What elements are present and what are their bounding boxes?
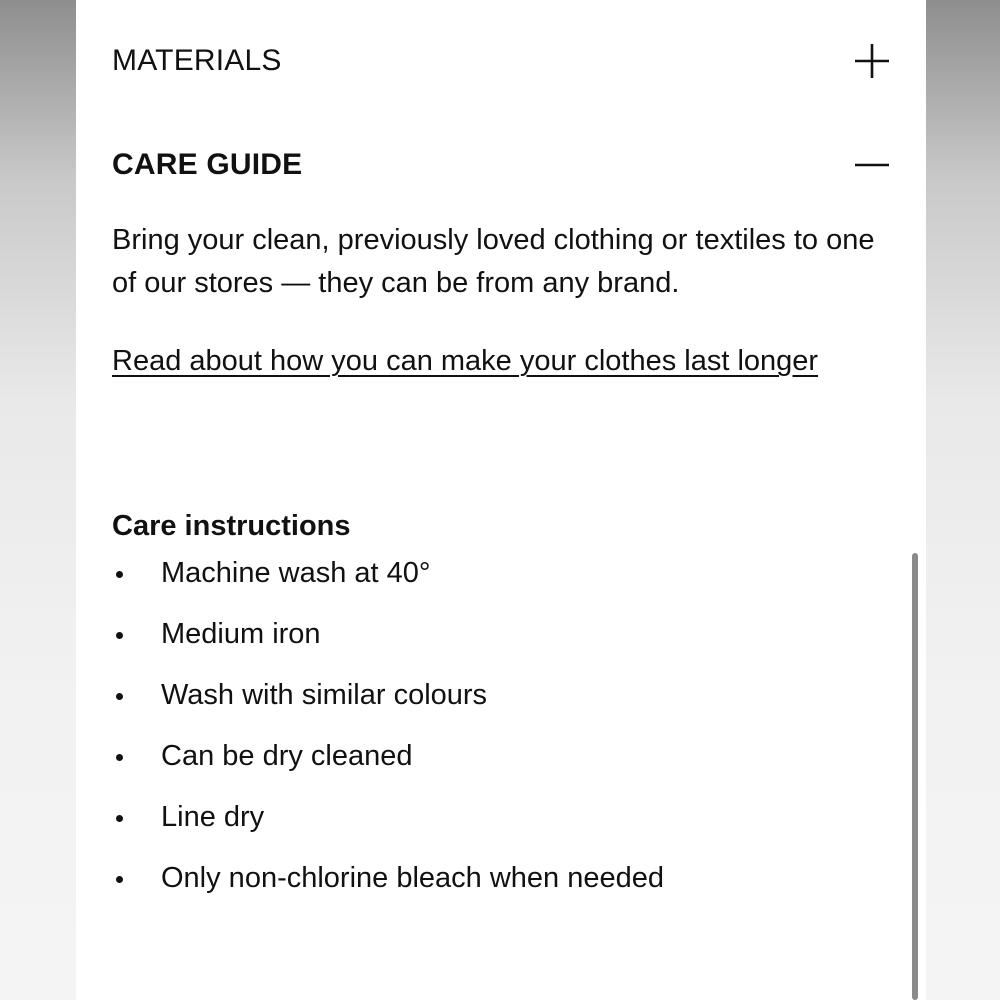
bullet-icon <box>116 632 123 639</box>
materials-accordion-header[interactable] <box>112 31 892 91</box>
instruction-text: Machine wash at 40° <box>161 557 431 589</box>
list-item <box>112 794 872 855</box>
scrollbar[interactable] <box>912 553 918 1000</box>
plus-icon[interactable] <box>852 41 892 81</box>
bullet-icon <box>116 815 123 822</box>
instruction-text: Only non-chlorine bleach when needed <box>161 862 665 894</box>
clothes-last-longer-link[interactable]: Read about how you can make your clothes last longer <box>112 345 819 377</box>
instruction-text: Line dry <box>161 801 265 833</box>
bullet-icon <box>116 754 123 761</box>
bullet-icon <box>116 693 123 700</box>
product-details-panel <box>76 0 926 1000</box>
list-item <box>112 550 872 611</box>
list-item <box>112 672 872 733</box>
minus-icon[interactable] <box>852 145 892 185</box>
instruction-text: Medium iron <box>161 618 321 650</box>
bullet-icon <box>116 571 123 578</box>
bullet-icon <box>116 876 123 883</box>
care-instructions-heading: Care instructions <box>112 510 351 542</box>
materials-title: MATERIALS <box>112 44 282 77</box>
care-instructions-list <box>112 550 872 916</box>
instruction-text: Wash with similar colours <box>161 679 488 711</box>
list-item <box>112 611 872 672</box>
care-guide-intro-text: Bring your clean, previously loved clothing or textiles to one of our stores — they can be from any brand. <box>112 224 875 299</box>
care-guide-accordion-header[interactable] <box>112 135 892 195</box>
instruction-text: Can be dry cleaned <box>161 740 413 772</box>
list-item <box>112 733 872 794</box>
care-guide-title: CARE GUIDE <box>112 148 303 181</box>
list-item <box>112 855 872 916</box>
